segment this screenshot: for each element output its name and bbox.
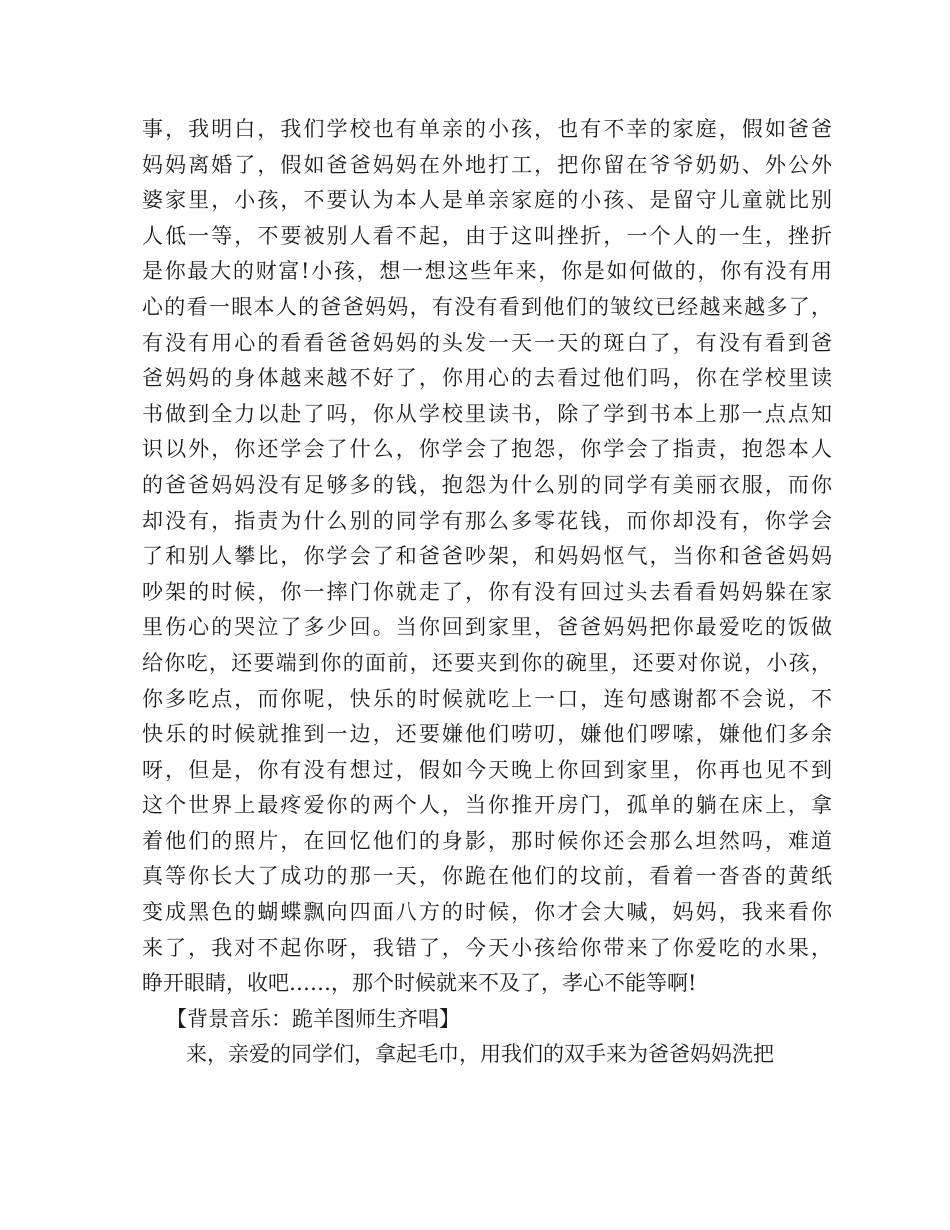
text-line: 呀，但是，你有没有想过，假如今天晚上你回到家里，你再也见不到 xyxy=(142,757,832,782)
text-line: 吵架的时候，你一摔门你就走了，你有没有回过头去看看妈妈躲在家 xyxy=(142,579,832,604)
text-line: 事，我明白，我们学校也有单亲的小孩，也有不幸的家庭，假如爸爸 xyxy=(142,117,832,141)
text-line: 书做到全力以赴了吗，你从学校里读书，除了学到书本上那一点点知 xyxy=(142,401,832,426)
text-line: 给你吃，还要端到你的面前，还要夹到你的碗里，还要对你说，小孩， xyxy=(142,650,832,675)
text-line: 婆家里，小孩，不要认为本人是单亲家庭的小孩、是留守儿童就比别 xyxy=(142,188,832,213)
text-line: 你多吃点，而你呢，快乐的时候就吃上一口，连句感谢都不会说，不 xyxy=(142,686,832,711)
text-line: 睁开眼睛，收吧……，那个时候就来不及了，孝心不能等啊! xyxy=(142,971,697,996)
text-line: 妈妈离婚了，假如爸爸妈妈在外地打工，把你留在爷爷奶奶、外公外 xyxy=(142,152,832,177)
closing-paragraph: 来，亲爱的同学们，拿起毛巾，用我们的双手来为爸爸妈妈洗把 xyxy=(186,1042,774,1067)
text-line: 这个世界上最疼爱你的两个人，当你推开房门，孤单的躺在床上，拿 xyxy=(142,793,832,818)
text-line: 了和别人攀比，你学会了和爸爸吵架，和妈妈怄气，当你和爸爸妈妈 xyxy=(142,544,832,569)
text-line: 里伤心的哭泣了多少回。当你回到家里，爸爸妈妈把你最爱吃的饭做 xyxy=(142,615,832,640)
text-line: 却没有，指责为什么别的同学有那么多零花钱，而你却没有，你学会 xyxy=(142,508,832,533)
text-line: 心的看一眼本人的爸爸妈妈，有没有看到他们的皱纹已经越来越多了， xyxy=(142,294,832,319)
text-line: 人低一等，不要被别人看不起，由于这叫挫折，一个人的一生，挫折 xyxy=(142,223,832,248)
music-note: 【背景音乐：跪羊图师生齐唱】 xyxy=(166,1006,460,1031)
document-body xyxy=(142,112,832,1073)
text-line: 变成黑色的蝴蝶飘向四面八方的时候，你才会大喊，妈妈，我来看你 xyxy=(142,900,832,925)
text-line: 真等你长大了成功的那一天，你跪在他们的坟前，看着一沓沓的黄纸 xyxy=(142,864,832,889)
text-line: 识以外，你还学会了什么，你学会了抱怨，你学会了指责，抱怨本人 xyxy=(142,437,832,462)
text-line: 是你最大的财富!小孩，想一想这些年来，你是如何做的，你有没有用 xyxy=(142,259,832,284)
text-line: 爸妈妈的身体越来越不好了，你用心的去看过他们吗，你在学校里读 xyxy=(142,366,832,391)
text-line: 快乐的时候就推到一边，还要嫌他们唠叨，嫌他们啰嗦，嫌他们多余 xyxy=(142,722,832,747)
text-line: 着他们的照片，在回忆他们的身影，那时候你还会那么坦然吗，难道 xyxy=(142,828,832,853)
text-line: 的爸爸妈妈没有足够多的钱，抱怨为什么别的同学有美丽衣服，而你 xyxy=(142,472,832,497)
text-line: 来了，我对不起你呀，我错了，今天小孩给你带来了你爱吃的水果， xyxy=(142,935,832,960)
text-line: 有没有用心的看看爸爸妈妈的头发一天一天的斑白了，有没有看到爸 xyxy=(142,330,832,355)
